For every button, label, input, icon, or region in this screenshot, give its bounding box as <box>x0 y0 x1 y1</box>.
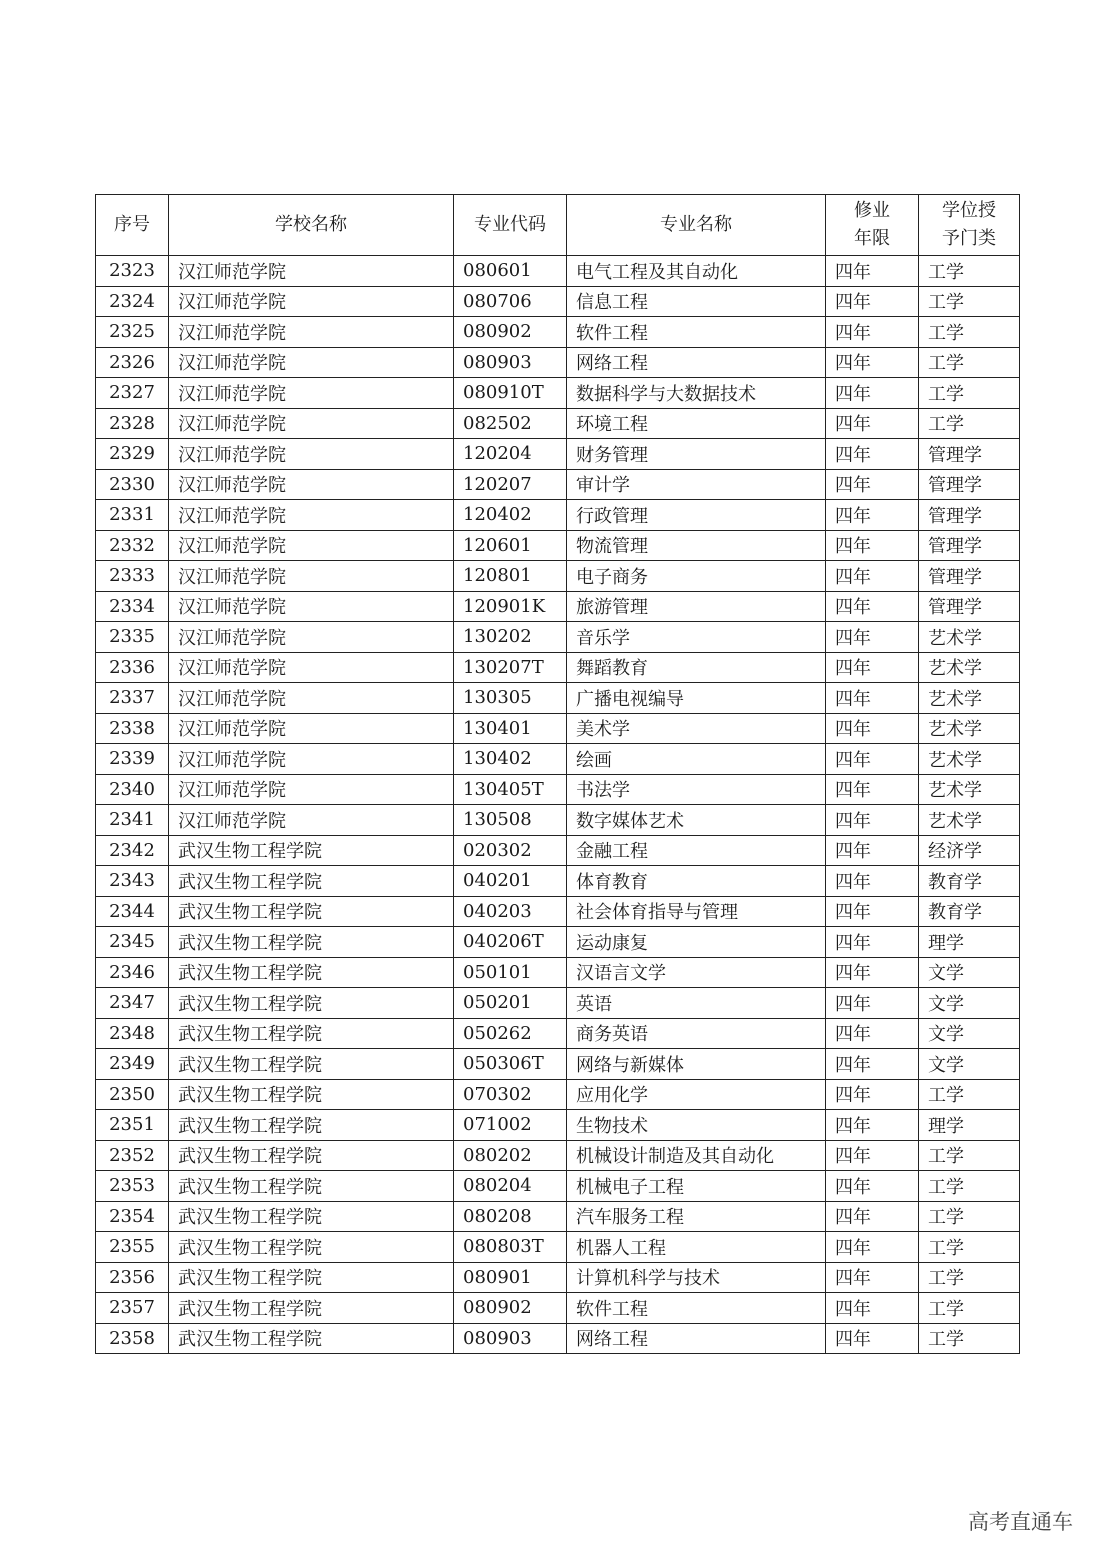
cell-major: 审计学 <box>567 469 826 500</box>
cell-seq: 2343 <box>96 866 169 897</box>
cell-degree: 工学 <box>919 1262 1020 1293</box>
cell-code: 120601 <box>454 530 567 561</box>
table-row <box>96 866 1020 897</box>
cell-school: 汉江师范学院 <box>169 774 454 805</box>
cell-seq: 2345 <box>96 927 169 958</box>
cell-years: 四年 <box>826 1232 919 1263</box>
table-row <box>96 1201 1020 1232</box>
cell-major: 广播电视编导 <box>567 683 826 714</box>
cell-major: 软件工程 <box>567 317 826 348</box>
cell-years: 四年 <box>826 957 919 988</box>
cell-major: 社会体育指导与管理 <box>567 896 826 927</box>
cell-seq: 2335 <box>96 622 169 653</box>
cell-seq: 2352 <box>96 1140 169 1171</box>
footer-brand: 高考直通车 <box>968 1510 1073 1534</box>
cell-major: 商务英语 <box>567 1018 826 1049</box>
cell-school: 武汉生物工程学院 <box>169 1079 454 1110</box>
cell-seq: 2338 <box>96 713 169 744</box>
cell-school: 汉江师范学院 <box>169 683 454 714</box>
cell-years: 四年 <box>826 1140 919 1171</box>
cell-code: 130207T <box>454 652 567 683</box>
cell-seq: 2349 <box>96 1049 169 1080</box>
header-seq: 序号 <box>96 195 169 256</box>
cell-years: 四年 <box>826 317 919 348</box>
cell-degree: 艺术学 <box>919 652 1020 683</box>
cell-degree: 工学 <box>919 1140 1020 1171</box>
cell-years: 四年 <box>826 652 919 683</box>
cell-years: 四年 <box>826 713 919 744</box>
table-row <box>96 286 1020 317</box>
table-body <box>96 256 1020 1354</box>
cell-major: 应用化学 <box>567 1079 826 1110</box>
table-row <box>96 1140 1020 1171</box>
cell-school: 汉江师范学院 <box>169 408 454 439</box>
cell-years: 四年 <box>826 378 919 409</box>
cell-seq: 2329 <box>96 439 169 470</box>
cell-major: 绘画 <box>567 744 826 775</box>
cell-code: 120901K <box>454 591 567 622</box>
cell-degree: 工学 <box>919 1201 1020 1232</box>
cell-school: 武汉生物工程学院 <box>169 1262 454 1293</box>
cell-school: 汉江师范学院 <box>169 500 454 531</box>
cell-degree: 管理学 <box>919 439 1020 470</box>
cell-school: 汉江师范学院 <box>169 286 454 317</box>
cell-degree: 工学 <box>919 317 1020 348</box>
cell-degree: 教育学 <box>919 866 1020 897</box>
table-row <box>96 1232 1020 1263</box>
cell-code: 070302 <box>454 1079 567 1110</box>
table-row <box>96 1110 1020 1141</box>
table-row <box>96 439 1020 470</box>
cell-degree: 工学 <box>919 1293 1020 1324</box>
cell-school: 汉江师范学院 <box>169 439 454 470</box>
cell-major: 机械电子工程 <box>567 1171 826 1202</box>
cell-school: 武汉生物工程学院 <box>169 957 454 988</box>
cell-seq: 2339 <box>96 744 169 775</box>
cell-major: 信息工程 <box>567 286 826 317</box>
header-school: 学校名称 <box>169 195 454 256</box>
cell-code: 130305 <box>454 683 567 714</box>
cell-seq: 2348 <box>96 1018 169 1049</box>
cell-code: 080901 <box>454 1262 567 1293</box>
table-row <box>96 408 1020 439</box>
cell-seq: 2324 <box>96 286 169 317</box>
cell-seq: 2354 <box>96 1201 169 1232</box>
cell-major: 音乐学 <box>567 622 826 653</box>
cell-degree: 工学 <box>919 347 1020 378</box>
cell-school: 汉江师范学院 <box>169 378 454 409</box>
cell-degree: 理学 <box>919 927 1020 958</box>
cell-school: 武汉生物工程学院 <box>169 1049 454 1080</box>
cell-major: 网络工程 <box>567 1323 826 1354</box>
cell-code: 130508 <box>454 805 567 836</box>
cell-degree: 理学 <box>919 1110 1020 1141</box>
cell-seq: 2357 <box>96 1293 169 1324</box>
cell-school: 武汉生物工程学院 <box>169 988 454 1019</box>
cell-major: 生物技术 <box>567 1110 826 1141</box>
cell-years: 四年 <box>826 1201 919 1232</box>
cell-years: 四年 <box>826 774 919 805</box>
table-row <box>96 957 1020 988</box>
cell-school: 汉江师范学院 <box>169 713 454 744</box>
cell-major: 计算机科学与技术 <box>567 1262 826 1293</box>
cell-seq: 2350 <box>96 1079 169 1110</box>
cell-major: 财务管理 <box>567 439 826 470</box>
cell-code: 080803T <box>454 1232 567 1263</box>
cell-degree: 管理学 <box>919 561 1020 592</box>
cell-code: 080903 <box>454 1323 567 1354</box>
cell-years: 四年 <box>826 683 919 714</box>
cell-school: 汉江师范学院 <box>169 317 454 348</box>
cell-code: 080910T <box>454 378 567 409</box>
cell-school: 武汉生物工程学院 <box>169 1201 454 1232</box>
table-row <box>96 805 1020 836</box>
cell-code: 020302 <box>454 835 567 866</box>
cell-degree: 工学 <box>919 1323 1020 1354</box>
cell-years: 四年 <box>826 1110 919 1141</box>
cell-degree: 工学 <box>919 1171 1020 1202</box>
cell-years: 四年 <box>826 256 919 287</box>
cell-degree: 教育学 <box>919 896 1020 927</box>
cell-code: 082502 <box>454 408 567 439</box>
cell-major: 体育教育 <box>567 866 826 897</box>
table-row <box>96 774 1020 805</box>
cell-school: 武汉生物工程学院 <box>169 896 454 927</box>
cell-degree: 经济学 <box>919 835 1020 866</box>
table-row <box>96 683 1020 714</box>
cell-school: 武汉生物工程学院 <box>169 1232 454 1263</box>
cell-degree: 工学 <box>919 1079 1020 1110</box>
header-degree-line1: 学位授 <box>942 200 996 221</box>
cell-school: 武汉生物工程学院 <box>169 835 454 866</box>
header-years-line2: 年限 <box>854 228 890 249</box>
cell-seq: 2340 <box>96 774 169 805</box>
cell-years: 四年 <box>826 561 919 592</box>
cell-major: 金融工程 <box>567 835 826 866</box>
cell-years: 四年 <box>826 805 919 836</box>
cell-seq: 2327 <box>96 378 169 409</box>
cell-seq: 2326 <box>96 347 169 378</box>
cell-code: 120204 <box>454 439 567 470</box>
cell-school: 汉江师范学院 <box>169 591 454 622</box>
cell-years: 四年 <box>826 439 919 470</box>
cell-major: 网络工程 <box>567 347 826 378</box>
table-row <box>96 469 1020 500</box>
cell-code: 080204 <box>454 1171 567 1202</box>
cell-seq: 2346 <box>96 957 169 988</box>
cell-years: 四年 <box>826 469 919 500</box>
header-years-line1: 修业 <box>854 200 890 221</box>
table-row <box>96 988 1020 1019</box>
cell-years: 四年 <box>826 286 919 317</box>
table-row <box>96 256 1020 287</box>
cell-degree: 管理学 <box>919 500 1020 531</box>
cell-seq: 2336 <box>96 652 169 683</box>
cell-years: 四年 <box>826 1079 919 1110</box>
cell-years: 四年 <box>826 1262 919 1293</box>
cell-degree: 工学 <box>919 286 1020 317</box>
table-row <box>96 713 1020 744</box>
cell-years: 四年 <box>826 1171 919 1202</box>
table-row <box>96 591 1020 622</box>
cell-seq: 2344 <box>96 896 169 927</box>
cell-major: 英语 <box>567 988 826 1019</box>
cell-code: 120402 <box>454 500 567 531</box>
header-major: 专业名称 <box>567 195 826 256</box>
cell-seq: 2358 <box>96 1323 169 1354</box>
cell-school: 武汉生物工程学院 <box>169 1110 454 1141</box>
table-row <box>96 1323 1020 1354</box>
cell-years: 四年 <box>826 866 919 897</box>
cell-years: 四年 <box>826 927 919 958</box>
cell-code: 040201 <box>454 866 567 897</box>
header-years <box>826 195 919 256</box>
cell-years: 四年 <box>826 1293 919 1324</box>
table-row <box>96 1079 1020 1110</box>
cell-code: 130402 <box>454 744 567 775</box>
cell-code: 120801 <box>454 561 567 592</box>
cell-major: 软件工程 <box>567 1293 826 1324</box>
cell-seq: 2334 <box>96 591 169 622</box>
cell-degree: 工学 <box>919 408 1020 439</box>
cell-major: 电子商务 <box>567 561 826 592</box>
cell-years: 四年 <box>826 591 919 622</box>
cell-school: 汉江师范学院 <box>169 530 454 561</box>
cell-years: 四年 <box>826 835 919 866</box>
cell-degree: 文学 <box>919 988 1020 1019</box>
table-row <box>96 347 1020 378</box>
table-row <box>96 561 1020 592</box>
table-row <box>96 1293 1020 1324</box>
cell-school: 武汉生物工程学院 <box>169 1140 454 1171</box>
cell-school: 汉江师范学院 <box>169 805 454 836</box>
cell-school: 武汉生物工程学院 <box>169 927 454 958</box>
cell-code: 080903 <box>454 347 567 378</box>
cell-code: 080902 <box>454 1293 567 1324</box>
table-row <box>96 1171 1020 1202</box>
cell-seq: 2355 <box>96 1232 169 1263</box>
cell-seq: 2325 <box>96 317 169 348</box>
table-row <box>96 744 1020 775</box>
cell-school: 汉江师范学院 <box>169 561 454 592</box>
cell-years: 四年 <box>826 1018 919 1049</box>
cell-major: 物流管理 <box>567 530 826 561</box>
cell-code: 080208 <box>454 1201 567 1232</box>
cell-seq: 2347 <box>96 988 169 1019</box>
cell-school: 汉江师范学院 <box>169 622 454 653</box>
cell-major: 数据科学与大数据技术 <box>567 378 826 409</box>
cell-degree: 艺术学 <box>919 805 1020 836</box>
cell-major: 电气工程及其自动化 <box>567 256 826 287</box>
header-degree <box>919 195 1020 256</box>
cell-degree: 艺术学 <box>919 774 1020 805</box>
cell-school: 武汉生物工程学院 <box>169 866 454 897</box>
cell-degree: 工学 <box>919 256 1020 287</box>
cell-major: 舞蹈教育 <box>567 652 826 683</box>
cell-years: 四年 <box>826 744 919 775</box>
cell-code: 050306T <box>454 1049 567 1080</box>
cell-years: 四年 <box>826 622 919 653</box>
cell-degree: 工学 <box>919 1232 1020 1263</box>
cell-seq: 2351 <box>96 1110 169 1141</box>
table-header-row <box>96 195 1020 256</box>
table-row <box>96 378 1020 409</box>
cell-major: 运动康复 <box>567 927 826 958</box>
cell-school: 汉江师范学院 <box>169 469 454 500</box>
cell-major: 机械设计制造及其自动化 <box>567 1140 826 1171</box>
cell-major: 旅游管理 <box>567 591 826 622</box>
cell-degree: 管理学 <box>919 469 1020 500</box>
cell-years: 四年 <box>826 1323 919 1354</box>
cell-major: 环境工程 <box>567 408 826 439</box>
cell-code: 130202 <box>454 622 567 653</box>
cell-school: 武汉生物工程学院 <box>169 1171 454 1202</box>
cell-school: 武汉生物工程学院 <box>169 1293 454 1324</box>
cell-code: 120207 <box>454 469 567 500</box>
cell-school: 汉江师范学院 <box>169 347 454 378</box>
cell-major: 行政管理 <box>567 500 826 531</box>
cell-years: 四年 <box>826 347 919 378</box>
cell-degree: 艺术学 <box>919 744 1020 775</box>
cell-code: 050201 <box>454 988 567 1019</box>
cell-code: 050262 <box>454 1018 567 1049</box>
cell-years: 四年 <box>826 408 919 439</box>
table-row <box>96 1262 1020 1293</box>
cell-seq: 2331 <box>96 500 169 531</box>
cell-seq: 2330 <box>96 469 169 500</box>
cell-seq: 2333 <box>96 561 169 592</box>
cell-degree: 艺术学 <box>919 622 1020 653</box>
cell-degree: 工学 <box>919 378 1020 409</box>
cell-code: 130405T <box>454 774 567 805</box>
header-degree-line2: 予门类 <box>942 228 996 249</box>
cell-code: 080902 <box>454 317 567 348</box>
cell-degree: 文学 <box>919 957 1020 988</box>
table-row <box>96 927 1020 958</box>
cell-degree: 管理学 <box>919 591 1020 622</box>
cell-seq: 2341 <box>96 805 169 836</box>
cell-school: 汉江师范学院 <box>169 256 454 287</box>
cell-school: 汉江师范学院 <box>169 652 454 683</box>
cell-seq: 2342 <box>96 835 169 866</box>
cell-seq: 2328 <box>96 408 169 439</box>
cell-degree: 管理学 <box>919 530 1020 561</box>
cell-code: 040206T <box>454 927 567 958</box>
cell-years: 四年 <box>826 1049 919 1080</box>
cell-years: 四年 <box>826 530 919 561</box>
cell-seq: 2337 <box>96 683 169 714</box>
cell-code: 080706 <box>454 286 567 317</box>
cell-years: 四年 <box>826 500 919 531</box>
cell-major: 数字媒体艺术 <box>567 805 826 836</box>
cell-years: 四年 <box>826 988 919 1019</box>
table-row <box>96 622 1020 653</box>
cell-school: 武汉生物工程学院 <box>169 1018 454 1049</box>
table-row <box>96 530 1020 561</box>
majors-table <box>95 194 1020 1354</box>
cell-degree: 艺术学 <box>919 713 1020 744</box>
cell-degree: 文学 <box>919 1049 1020 1080</box>
cell-years: 四年 <box>826 896 919 927</box>
cell-school: 武汉生物工程学院 <box>169 1323 454 1354</box>
cell-code: 071002 <box>454 1110 567 1141</box>
cell-major: 汉语言文学 <box>567 957 826 988</box>
table-row <box>96 317 1020 348</box>
cell-seq: 2332 <box>96 530 169 561</box>
table-row <box>96 500 1020 531</box>
cell-code: 050101 <box>454 957 567 988</box>
table-row <box>96 1018 1020 1049</box>
cell-degree: 文学 <box>919 1018 1020 1049</box>
cell-seq: 2356 <box>96 1262 169 1293</box>
cell-major: 书法学 <box>567 774 826 805</box>
table-row <box>96 1049 1020 1080</box>
cell-code: 130401 <box>454 713 567 744</box>
header-code: 专业代码 <box>454 195 567 256</box>
cell-code: 080601 <box>454 256 567 287</box>
cell-code: 080202 <box>454 1140 567 1171</box>
cell-seq: 2353 <box>96 1171 169 1202</box>
cell-degree: 艺术学 <box>919 683 1020 714</box>
table-row <box>96 896 1020 927</box>
cell-major: 汽车服务工程 <box>567 1201 826 1232</box>
cell-school: 汉江师范学院 <box>169 744 454 775</box>
cell-seq: 2323 <box>96 256 169 287</box>
table-row <box>96 835 1020 866</box>
cell-code: 040203 <box>454 896 567 927</box>
cell-major: 网络与新媒体 <box>567 1049 826 1080</box>
cell-major: 机器人工程 <box>567 1232 826 1263</box>
table-row <box>96 652 1020 683</box>
cell-major: 美术学 <box>567 713 826 744</box>
